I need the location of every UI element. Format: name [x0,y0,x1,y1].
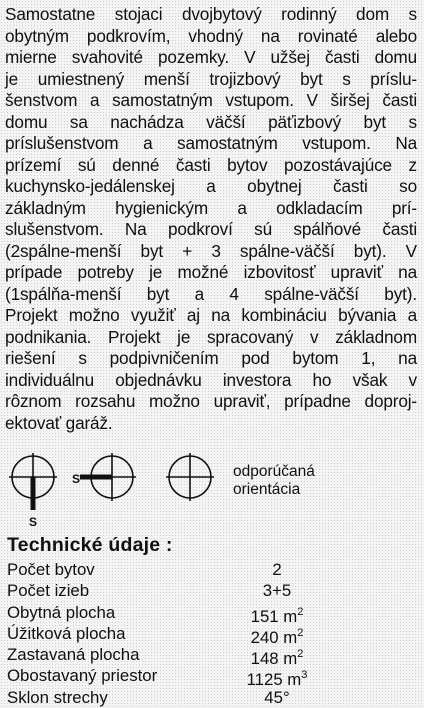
description-line: základným hygienickým a odkladacím prí- [5,197,417,218]
tech-value: 151 $m^2$ [250,605,304,626]
tech-row [7,623,367,647]
compass-west-icon [70,453,140,505]
tech-row [7,665,367,690]
tech-value: 45° [264,687,290,707]
description-line: mierne svahovité pozemky. V užšej časti domu [5,47,417,67]
orientation-line: odporúčaná [233,463,315,480]
compass-letter: S [72,472,81,486]
description-line: riešení s podpivničením pod bytom 1, na [5,348,417,368]
description-line: individuálnu objednávku investora ho však v [5,369,417,390]
tech-title: Technické údaje : [7,534,173,556]
tech-table [7,559,367,708]
orientation-line: orientácia [233,481,301,498]
description-line: prízemí sú denné časti bytov pozostávajúce z [5,154,417,175]
tech-label: Obostavaný priestor [7,666,158,686]
tech-label: Počet bytov [7,560,95,579]
description-line: (2spálne-menší byt + 3 spálne-väčší byt). V [5,240,417,261]
description-line: Samostatne stojaci dvojbytový rodinný dom s [5,4,417,24]
tech-row [7,580,367,601]
tech-label: Sklon strechy [7,687,108,707]
compass-letter: S [29,515,38,529]
tech-value: 2 [272,560,282,579]
tech-row [7,559,367,580]
description-line: ektovať garáž. [5,412,113,433]
description-line: rôznom rozsahu možno upraviť, prípadne doproj- [5,391,417,411]
tech-row [7,602,367,626]
description-line: podnikania. Projekt je spracovaný v základnom [5,326,417,347]
tech-label: Úžitková plocha [7,623,126,643]
tech-value: 1125 $m^3$ [246,669,308,690]
tech-value: 3+5 [262,581,292,601]
tech-label: Obytná plocha [7,602,116,622]
description-line: obytným podkrovím, vhodný na rovinaté alebo [5,25,417,46]
description-line: prípade potreby je možné izbovitosť upraviť na [5,262,417,282]
project-description [5,4,417,434]
description-line: domu sa nachádza väčší päťizbový byt s [5,111,417,132]
description-line: príslušenstvom a samostatným vstupom. Na [5,133,417,153]
tech-row [7,687,367,708]
tech-label: Zastavaná plocha [7,645,140,665]
compass-south-icon [8,453,60,533]
compass-plain-icon [164,453,216,505]
description-line: Projekt možno využiť aj na kombináciu bývania a [5,305,417,325]
description-line: šenstvom a samostatným vstupom. V širšej časti [5,90,417,110]
description-line: kuchynsko-jedálenskej a obytnej časti so [5,176,417,196]
tech-value: 240 $m^2$ [250,626,304,647]
tech-value: 148 $m^2$ [250,648,304,669]
tech-label: Počet izieb [7,581,90,601]
orientation-label [233,463,315,499]
description-line: je umiestnený menší trojizbový byt s príslu- [5,68,417,89]
tech-row [7,644,367,669]
description-line: (1spálňa-menší byt a 4 spálne-väčší byt). [5,283,417,304]
description-line: slušenstvom. Na podkroví sú spálňové časti [5,219,417,239]
